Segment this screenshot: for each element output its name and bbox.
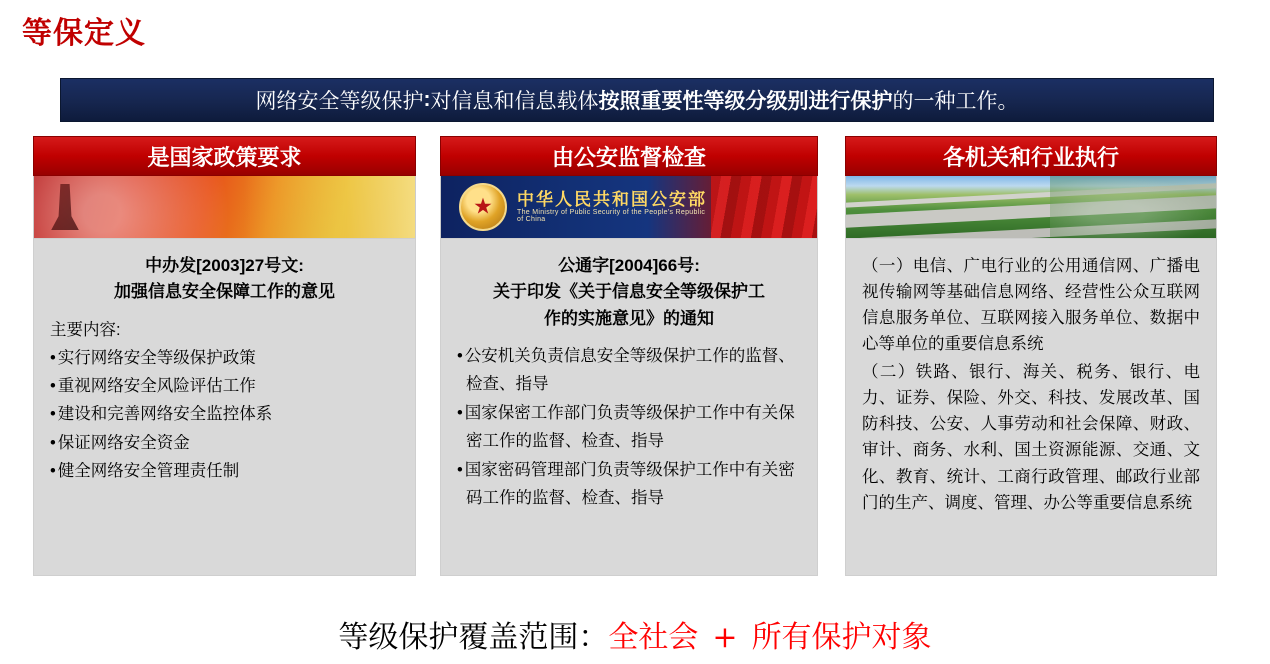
column1-doc-title xyxy=(50,253,399,306)
definition-banner xyxy=(60,78,1214,122)
banner-text-part2: 对信息和信息载体 xyxy=(430,90,599,113)
ministry-public-security-emblem-photo xyxy=(440,176,818,238)
column2-header: 由公安监督检查 xyxy=(440,136,818,176)
column1-bullet-list xyxy=(50,344,399,486)
flag-celebration-photo xyxy=(33,176,416,238)
column2-doc-title-line1: 公通字[2004]66号: xyxy=(558,256,700,275)
column3-body xyxy=(845,238,1217,576)
column3-paragraph-1: （一）电信、广电行业的公用通信网、广播电视传输网等基础信息网络、经营性公众互联网信息服务单位、互联网接入服务单位、数据中心等单位的重要信息系统 xyxy=(862,257,1200,354)
footer-summary xyxy=(0,612,1270,656)
list-item: • 公安机关负责信息安全等级保护工作的监督、检查、指导 xyxy=(457,342,801,399)
list-item: • 重视网络安全风险评估工作 xyxy=(50,372,399,400)
column1-body xyxy=(33,238,416,576)
list-item: • 建设和完善网络安全监控体系 xyxy=(50,400,399,428)
column3-header: 各机关和行业执行 xyxy=(845,136,1217,176)
list-item: • 保证网络安全资金 xyxy=(50,429,399,457)
column-police-supervision xyxy=(440,136,818,576)
banner-text-emphasis: 按照重要性等级分级别进行保护 xyxy=(598,90,893,113)
ministry-name-en: The Ministry of Public Security of the People's Republic of China xyxy=(517,208,706,223)
highway-landscape-photo xyxy=(845,176,1217,238)
column3-paragraph-2: （二）铁路、银行、海关、税务、银行、电力、证券、保险、外交、科技、发展改革、国防科技、公安、人事劳动和社会保障、财政、审计、商务、水利、国土资源能源、交通、文化、教育、统计、工商行政管理、邮政行业部门的生产、调度、管理、办公等重要信息系统 xyxy=(862,363,1200,512)
red-flag-decoration xyxy=(711,176,817,238)
ministry-caption xyxy=(517,191,711,224)
footer-value-1: 全社会 xyxy=(608,620,699,655)
list-item: • 国家保密工作部门负责等级保护工作中有关保密工作的监督、检查、指导 xyxy=(457,399,801,456)
ministry-name-cn: 中华人民共和国公安部 xyxy=(517,189,707,209)
list-item: • 健全网络安全管理责任制 xyxy=(50,457,399,485)
column2-doc-title-line3: 作的实施意见》的通知 xyxy=(544,308,714,328)
footer-plus-sign: + xyxy=(712,620,738,655)
police-emblem-icon xyxy=(459,183,507,231)
column-agency-execution xyxy=(845,136,1217,576)
banner-text-colon: : xyxy=(423,88,431,111)
column2-body xyxy=(440,238,818,576)
column1-header: 是国家政策要求 xyxy=(33,136,416,176)
column2-bullet-list xyxy=(457,342,801,512)
page-title: 等保定义 xyxy=(22,17,146,50)
column2-doc-title xyxy=(457,253,801,332)
banner-text-part1: 网络安全等级保护 xyxy=(255,90,424,113)
list-item: • 实行网络安全等级保护政策 xyxy=(50,344,399,372)
footer-label: 等级保护覆盖范围： xyxy=(338,620,609,655)
column-policy-requirement xyxy=(33,136,416,576)
column2-doc-title-line2: 关于印发《关于信息安全等级保护工 xyxy=(493,282,765,302)
banner-text-part3: 的一种工作。 xyxy=(892,90,1019,113)
footer-value-2: 所有保护对象 xyxy=(751,620,932,655)
column1-doc-title-line2: 加强信息安全保障工作的意见 xyxy=(114,282,335,302)
column1-subheading: 主要内容: xyxy=(50,320,121,339)
column1-doc-title-line1: 中办发[2003]27号文: xyxy=(145,256,304,275)
list-item: • 国家密码管理部门负责等级保护工作中有关密码工作的监督、检查、指导 xyxy=(457,456,801,513)
